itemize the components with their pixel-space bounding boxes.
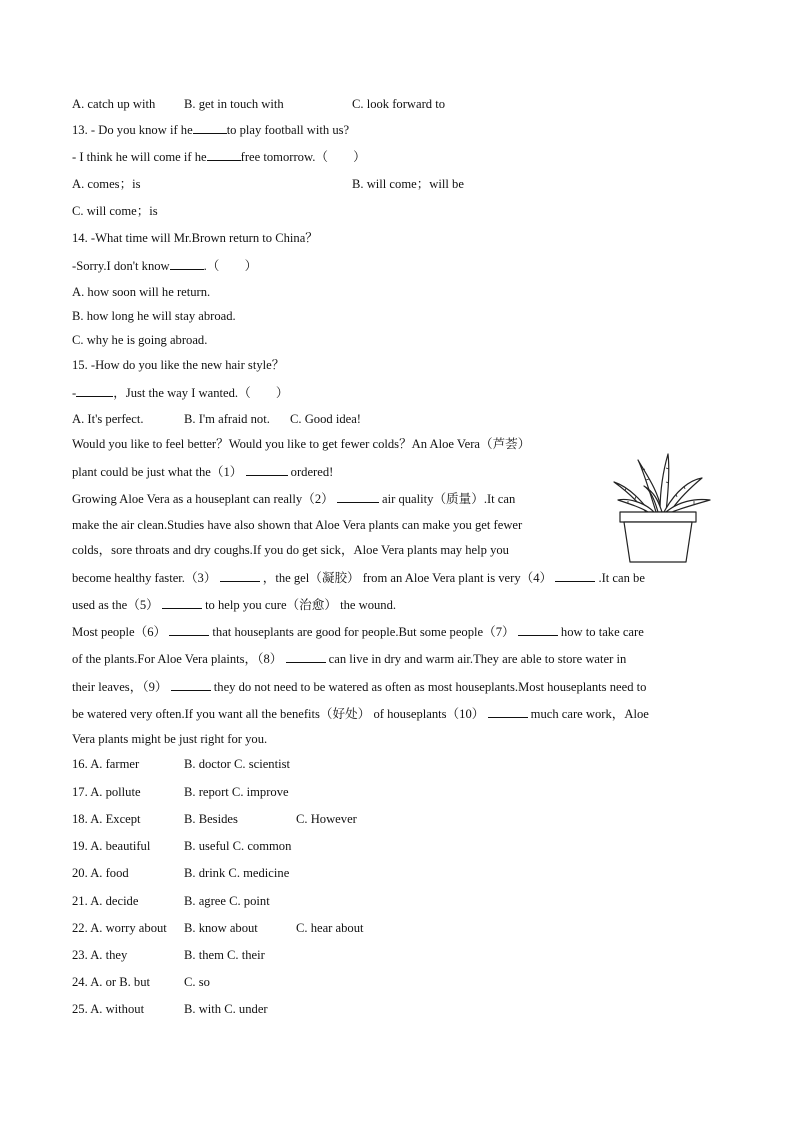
q13-option-a: A. comes；is xyxy=(72,177,141,191)
option-row xyxy=(72,920,167,936)
option-a: 18. A. Except xyxy=(72,812,141,826)
passage-text: of the plants.For Aloe Vera plaints，（8） xyxy=(72,652,283,666)
option-a: 19. A. beautiful xyxy=(72,839,151,853)
passage-text: they do not need to be watered as often as most houseplants.Most houseplants need to xyxy=(213,680,647,694)
passage-line-8 xyxy=(72,623,644,640)
option-b: B. agree C. point xyxy=(184,894,270,908)
passage-text: used as the（5） xyxy=(72,598,159,612)
q13-blank-1 xyxy=(193,121,227,134)
q14-option-b: B. how long he will stay abroad. xyxy=(72,309,236,323)
q15-response-text: - xyxy=(72,386,77,400)
passage-text: their leaves，（9） xyxy=(72,680,168,694)
q12-option-a: A. catch up with xyxy=(72,97,156,111)
passage-line-7 xyxy=(72,596,396,613)
option-b: B. doctor C. scientist xyxy=(184,757,290,771)
option-a: 20. A. food xyxy=(72,866,129,880)
q14-response xyxy=(72,257,257,274)
q13-response xyxy=(72,148,366,165)
q13-option-c: C. will come；is xyxy=(72,204,158,218)
passage-text: ，the gel（凝胶） from an Aloe Vera plant is very（4） xyxy=(262,571,553,585)
passage-text: plant could be just what the（1） xyxy=(72,465,243,479)
option-c: C. hear about xyxy=(296,921,364,935)
q15-option-c: C. Good idea! xyxy=(290,412,361,426)
q13-blank-2 xyxy=(207,148,241,161)
passage-blank-3 xyxy=(220,569,260,582)
passage-line-6 xyxy=(72,569,645,586)
q13-response-text-2: free tomorrow.（ ） xyxy=(240,150,366,164)
passage-text: become healthy faster.（3） xyxy=(72,571,217,585)
option-b: B. with C. under xyxy=(184,1002,268,1016)
q12-option-c: C. look forward to xyxy=(352,97,446,111)
q14-stem: 14. -What time will Mr.Brown return to China？ xyxy=(72,231,318,245)
passage-line-9 xyxy=(72,650,626,667)
passage-text: much care work，Aloe xyxy=(530,707,649,721)
q13-stem xyxy=(72,121,349,138)
option-b: C. so xyxy=(184,975,210,989)
passage-text: can live in dry and warm air.They are able to store water in xyxy=(328,652,627,666)
option-row xyxy=(72,893,138,909)
passage-blank-6 xyxy=(169,623,209,636)
option-row xyxy=(72,974,150,990)
q15-option-a: A. It's perfect. xyxy=(72,412,144,426)
passage-blank-5 xyxy=(162,596,202,609)
option-row xyxy=(72,756,139,772)
q15-option-b: B. I'm afraid not. xyxy=(184,412,270,426)
option-b: B. useful C. common xyxy=(184,839,292,853)
passage-text: Most people（6） xyxy=(72,625,167,639)
option-a: 25. A. without xyxy=(72,1002,145,1016)
passage-text: .It can be xyxy=(598,571,645,585)
q12-options xyxy=(72,96,155,112)
passage-blank-2 xyxy=(337,490,379,503)
passage-line-11 xyxy=(72,705,649,722)
q13-stem-text: 13. - Do you know if he xyxy=(72,123,193,137)
passage-blank-10 xyxy=(488,705,528,718)
passage-text: to help you cure（治愈） the wound. xyxy=(205,598,397,612)
q14-response-text-2: .（ ） xyxy=(203,259,258,273)
option-row xyxy=(72,838,150,854)
q12-option-b: B. get in touch with xyxy=(184,97,284,111)
passage-text: Growing Aloe Vera as a houseplant can really（2） xyxy=(72,492,334,506)
passage-line-3 xyxy=(72,490,515,507)
q15-stem: 15. -How do you like the new hair style？ xyxy=(72,358,285,372)
option-b: B. Besides xyxy=(184,812,238,826)
q14-option-c: C. why he is going abroad. xyxy=(72,333,208,347)
q15-blank xyxy=(76,384,113,397)
option-a: 16. A. farmer xyxy=(72,757,140,771)
option-b: B. them C. their xyxy=(184,948,265,962)
passage-text: air quality（质量）.It can xyxy=(382,492,516,506)
passage-line-5: colds，sore throats and dry coughs.If you do get sick，Aloe Vera plants may help you xyxy=(72,543,509,557)
option-a: 22. A. worry about xyxy=(72,921,167,935)
option-a: 23. A. they xyxy=(72,948,128,962)
q13-stem-text-2: to play football with us? xyxy=(226,123,350,137)
q13-response-text: - I think he will come if he xyxy=(72,150,207,164)
passage-line-2 xyxy=(72,463,333,480)
passage-line-4: make the air clean.Studies have also shown that Aloe Vera plants can make you get fewer xyxy=(72,518,523,532)
q15-response xyxy=(72,384,288,401)
option-row xyxy=(72,811,141,827)
passage-blank-8 xyxy=(286,650,326,663)
q14-blank xyxy=(170,257,204,270)
q14-response-text: -Sorry.I don't know xyxy=(72,259,170,273)
passage-blank-9 xyxy=(171,678,211,691)
passage-text: that houseplants are good for people.But some people（7） xyxy=(212,625,515,639)
option-row xyxy=(72,947,127,963)
q15-response-text-2: ，Just the way I wanted.（ ） xyxy=(113,386,289,400)
passage-line-12: Vera plants might be just right for you. xyxy=(72,732,268,746)
option-b: B. drink C. medicine xyxy=(184,866,290,880)
passage-text: ordered! xyxy=(290,465,334,479)
option-b: B. know about xyxy=(184,921,258,935)
passage-line-1: Would you like to feel better？Would you like to get fewer colds？An Aloe Vera（芦荟） xyxy=(72,437,531,451)
q13-option-b: B. will come；will be xyxy=(352,177,464,191)
option-b: B. report C. improve xyxy=(184,785,289,799)
passage-line-10 xyxy=(72,678,646,695)
aloe-plant-icon xyxy=(598,446,720,568)
passage-text: be watered very often.If you want all the benefits（好处） of houseplants（10） xyxy=(72,707,485,721)
passage-blank-1 xyxy=(246,463,288,476)
option-a: 17. A. pollute xyxy=(72,785,141,799)
option-row xyxy=(72,784,141,800)
option-c: C. However xyxy=(296,812,357,826)
passage-blank-4 xyxy=(555,569,595,582)
option-row xyxy=(72,1001,144,1017)
option-a: 21. A. decide xyxy=(72,894,139,908)
passage-text: how to take care xyxy=(560,625,644,639)
option-row xyxy=(72,865,129,881)
passage-blank-7 xyxy=(518,623,558,636)
option-a: 24. A. or B. but xyxy=(72,975,151,989)
q14-option-a: A. how soon will he return. xyxy=(72,285,211,299)
